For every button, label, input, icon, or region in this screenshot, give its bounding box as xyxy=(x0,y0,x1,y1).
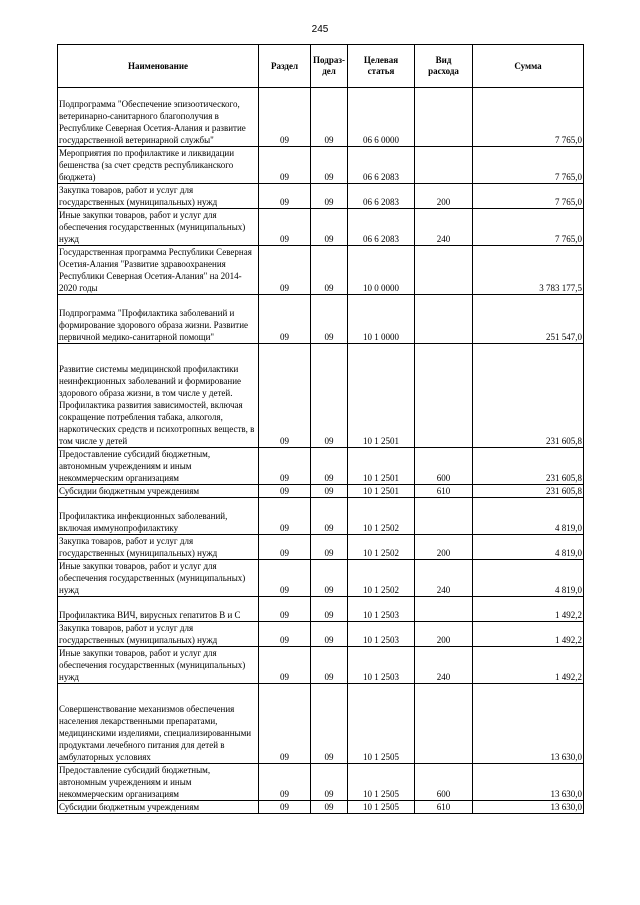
row-target: 10 1 2503 xyxy=(348,647,415,684)
row-amount: 7 765,0 xyxy=(473,209,584,246)
row-amount: 231 605,8 xyxy=(473,344,584,448)
row-target: 10 1 2501 xyxy=(348,344,415,448)
row-target: 10 1 2502 xyxy=(348,498,415,535)
row-target: 10 1 2503 xyxy=(348,622,415,647)
row-section: 09 xyxy=(259,448,311,485)
row-section: 09 xyxy=(259,184,311,209)
row-subsection: 09 xyxy=(311,344,348,448)
row-section: 09 xyxy=(259,147,311,184)
row-target: 10 1 2505 xyxy=(348,801,415,814)
row-expense xyxy=(415,597,473,622)
table-row xyxy=(58,88,584,147)
row-subsection: 09 xyxy=(311,147,348,184)
row-amount: 13 630,0 xyxy=(473,684,584,764)
header-expense-type xyxy=(415,45,473,88)
row-amount: 4 819,0 xyxy=(473,535,584,560)
row-name: Мероприятия по профилактике и ликвидации бешенства (за счет средств республиканского бюджета) xyxy=(58,147,259,184)
row-name: Профилактика инфекционных заболеваний, включая иммунопрофилактику xyxy=(58,498,259,535)
row-expense: 240 xyxy=(415,647,473,684)
row-subsection: 09 xyxy=(311,647,348,684)
row-name: Развитие системы медицинской профилактики неинфекционных заболеваний и формирование здорового образа жизни, в том числе у детей. Профилактика развития зависимостей, включая сокращение потребления табака, алкоголя, наркотических средств и психотропных веществ, в том числе у детей xyxy=(58,344,259,448)
row-expense xyxy=(415,684,473,764)
row-name: Профилактика ВИЧ, вирусных гепатитов В и С xyxy=(58,597,259,622)
row-section: 09 xyxy=(259,622,311,647)
table-body xyxy=(58,88,584,814)
header-subsection-line2: дел xyxy=(322,66,336,76)
row-target: 10 1 2502 xyxy=(348,535,415,560)
row-amount: 231 605,8 xyxy=(473,448,584,485)
row-expense xyxy=(415,147,473,184)
row-expense: 600 xyxy=(415,448,473,485)
header-name: Наименование xyxy=(58,45,259,88)
row-target: 10 0 0000 xyxy=(348,246,415,295)
row-subsection: 09 xyxy=(311,209,348,246)
row-expense: 200 xyxy=(415,622,473,647)
row-target: 10 1 2502 xyxy=(348,560,415,597)
row-section: 09 xyxy=(259,209,311,246)
row-amount: 4 819,0 xyxy=(473,560,584,597)
row-section: 09 xyxy=(259,647,311,684)
row-name: Иные закупки товаров, работ и услуг для обеспечения государственных (муниципальных) нужд xyxy=(58,560,259,597)
row-section: 09 xyxy=(259,498,311,535)
row-subsection: 09 xyxy=(311,560,348,597)
row-amount: 3 783 177,5 xyxy=(473,246,584,295)
row-section: 09 xyxy=(259,801,311,814)
row-name: Субсидии бюджетным учреждениям xyxy=(58,801,259,814)
row-name: Закупка товаров, работ и услуг для государственных (муниципальных) нужд xyxy=(58,184,259,209)
budget-table xyxy=(57,44,584,814)
row-amount: 13 630,0 xyxy=(473,801,584,814)
row-subsection: 09 xyxy=(311,448,348,485)
header-expense-line1: Вид xyxy=(435,55,452,65)
table-row xyxy=(58,448,584,485)
row-name: Подпрограмма "Обеспечение эпизоотического, ветеринарно-санитарного благополучия в Республике Северная Осетия-Алания и развитие государственной ветеринарной службы" xyxy=(58,88,259,147)
row-subsection: 09 xyxy=(311,764,348,801)
row-section: 09 xyxy=(259,295,311,344)
row-target: 06 6 2083 xyxy=(348,147,415,184)
row-section: 09 xyxy=(259,88,311,147)
header-target-line2: статья xyxy=(367,66,395,76)
table-row xyxy=(58,535,584,560)
row-section: 09 xyxy=(259,344,311,448)
row-subsection: 09 xyxy=(311,535,348,560)
row-expense: 200 xyxy=(415,184,473,209)
row-expense xyxy=(415,246,473,295)
row-section: 09 xyxy=(259,246,311,295)
row-subsection: 09 xyxy=(311,246,348,295)
row-expense: 600 xyxy=(415,764,473,801)
header-expense-line2: расхода xyxy=(428,66,459,76)
row-subsection: 09 xyxy=(311,498,348,535)
row-amount: 7 765,0 xyxy=(473,88,584,147)
row-subsection: 09 xyxy=(311,295,348,344)
header-row xyxy=(58,45,584,88)
header-target xyxy=(348,45,415,88)
table-row xyxy=(58,764,584,801)
row-name: Предоставление субсидий бюджетным, автономным учреждениям и иным некоммерческим организациям xyxy=(58,448,259,485)
row-name: Закупка товаров, работ и услуг для государственных (муниципальных) нужд xyxy=(58,535,259,560)
header-target-line1: Целевая xyxy=(363,55,399,65)
header-subsection xyxy=(311,45,348,88)
row-subsection: 09 xyxy=(311,485,348,498)
table-row xyxy=(58,184,584,209)
table-row xyxy=(58,801,584,814)
row-name: Закупка товаров, работ и услуг для государственных (муниципальных) нужд xyxy=(58,622,259,647)
table-row xyxy=(58,485,584,498)
row-expense xyxy=(415,88,473,147)
row-expense: 240 xyxy=(415,209,473,246)
row-subsection: 09 xyxy=(311,597,348,622)
row-subsection: 09 xyxy=(311,184,348,209)
header-section: Раздел xyxy=(259,45,311,88)
row-name: Иные закупки товаров, работ и услуг для обеспечения государственных (муниципальных) нужд xyxy=(58,647,259,684)
table-row xyxy=(58,209,584,246)
row-name: Совершенствование механизмов обеспечения населения лекарственными препаратами, медицинскими изделиями, специализированными продуктами лечебного питания для детей в амбулаторных условиях xyxy=(58,684,259,764)
row-target: 10 1 2505 xyxy=(348,684,415,764)
row-expense xyxy=(415,295,473,344)
table-row xyxy=(58,246,584,295)
row-amount: 1 492,2 xyxy=(473,597,584,622)
row-target: 06 6 0000 xyxy=(348,88,415,147)
table-row xyxy=(58,622,584,647)
row-amount: 231 605,8 xyxy=(473,485,584,498)
table-row xyxy=(58,647,584,684)
row-subsection: 09 xyxy=(311,622,348,647)
row-amount: 1 492,2 xyxy=(473,622,584,647)
row-section: 09 xyxy=(259,764,311,801)
table-row xyxy=(58,147,584,184)
row-name: Подпрограмма "Профилактика заболеваний и формирование здорового образа жизни. Развитие первичной медико-санитарной помощи" xyxy=(58,295,259,344)
row-amount: 251 547,0 xyxy=(473,295,584,344)
row-target: 10 1 2501 xyxy=(348,448,415,485)
table-row xyxy=(58,560,584,597)
row-section: 09 xyxy=(259,684,311,764)
row-section: 09 xyxy=(259,535,311,560)
row-subsection: 09 xyxy=(311,88,348,147)
row-target: 06 6 2083 xyxy=(348,184,415,209)
row-target: 10 1 2503 xyxy=(348,597,415,622)
row-name: Иные закупки товаров, работ и услуг для обеспечения государственных (муниципальных) нужд xyxy=(58,209,259,246)
row-amount: 4 819,0 xyxy=(473,498,584,535)
row-section: 09 xyxy=(259,597,311,622)
row-name: Субсидии бюджетным учреждениям xyxy=(58,485,259,498)
row-expense: 610 xyxy=(415,801,473,814)
header-subsection-line1: Подраз- xyxy=(313,55,345,65)
row-target: 10 1 0000 xyxy=(348,295,415,344)
table-row xyxy=(58,344,584,448)
table-row xyxy=(58,684,584,764)
row-expense: 610 xyxy=(415,485,473,498)
row-target: 10 1 2505 xyxy=(348,764,415,801)
row-expense: 240 xyxy=(415,560,473,597)
row-expense xyxy=(415,498,473,535)
row-subsection: 09 xyxy=(311,684,348,764)
row-subsection: 09 xyxy=(311,801,348,814)
page-number: 245 xyxy=(311,24,329,35)
row-amount: 1 492,2 xyxy=(473,647,584,684)
row-expense: 200 xyxy=(415,535,473,560)
header-amount: Сумма xyxy=(473,45,584,88)
row-expense xyxy=(415,344,473,448)
row-target: 10 1 2501 xyxy=(348,485,415,498)
row-section: 09 xyxy=(259,485,311,498)
row-name: Государственная программа Республики Северная Осетия-Алания "Развитие здравоохранения Республики Северная Осетия-Алания" на 2014-2020 годы xyxy=(58,246,259,295)
row-name: Предоставление субсидий бюджетным, автономным учреждениям и иным некоммерческим организациям xyxy=(58,764,259,801)
table-row xyxy=(58,295,584,344)
row-amount: 7 765,0 xyxy=(473,184,584,209)
row-section: 09 xyxy=(259,560,311,597)
table-row xyxy=(58,597,584,622)
row-target: 06 6 2083 xyxy=(348,209,415,246)
row-amount: 13 630,0 xyxy=(473,764,584,801)
row-amount: 7 765,0 xyxy=(473,147,584,184)
table-row xyxy=(58,498,584,535)
